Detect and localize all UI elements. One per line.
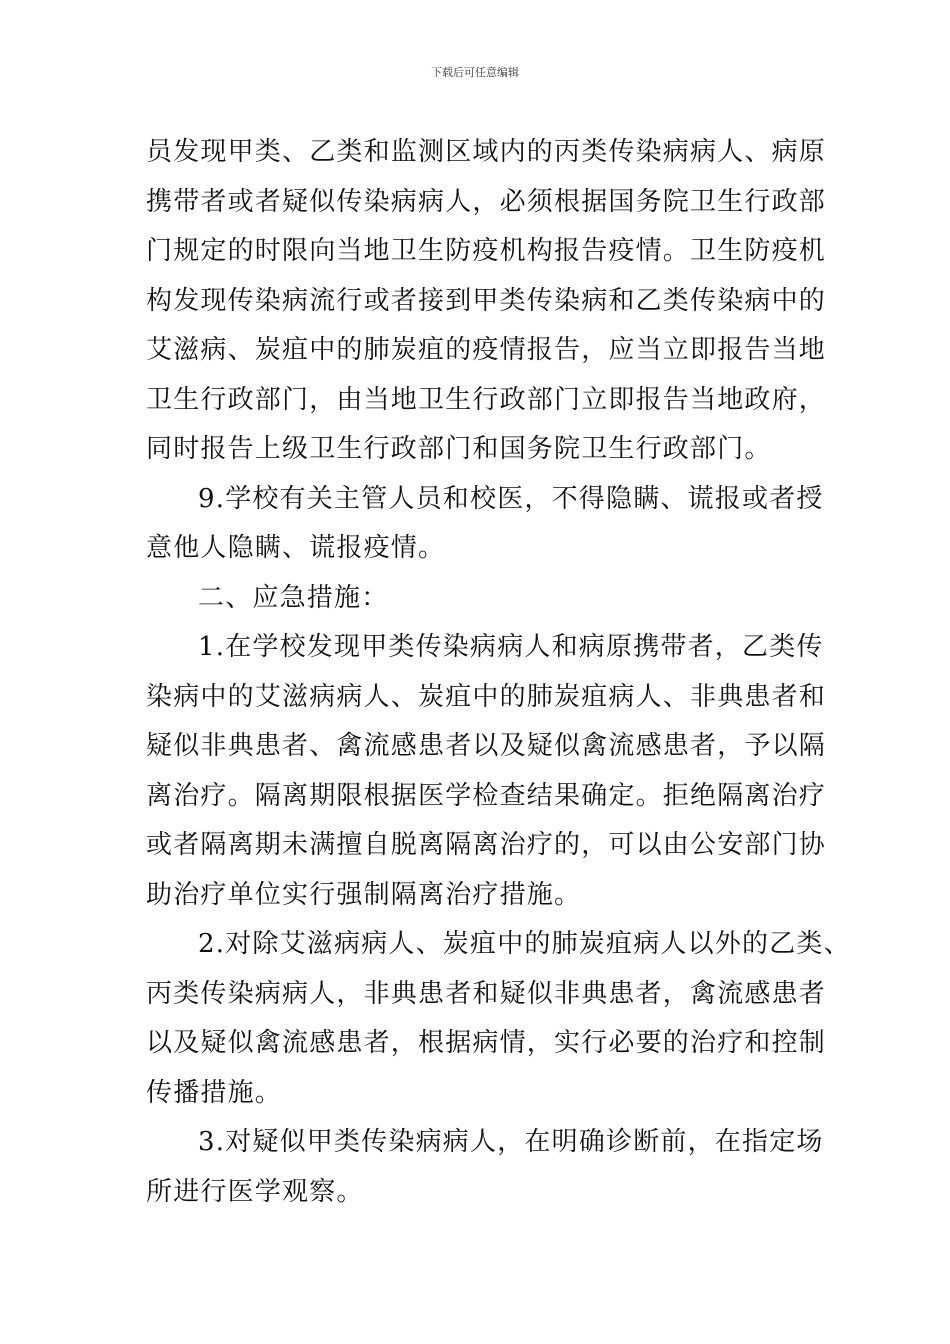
paragraph-start-line: 3.对疑似甲类传染病病人，在明确诊断前，在指定场 <box>198 1127 824 1157</box>
text-line: 构发现传染病流行或者接到甲类传染病和乙类传染病中的 <box>146 285 827 316</box>
text-line: 染病中的艾滋病病人、炭疽中的肺炭疽病人、非典患者和 <box>146 681 827 712</box>
text-line: 艾滋病、炭疽中的肺炭疽的疫情报告，应当立即报告当地 <box>146 335 827 365</box>
document-body <box>146 128 851 1217</box>
text-line: 丙类传染病病人，非典患者和疑似非典患者，禽流感患者 <box>146 978 827 1009</box>
page-header: 下载后可任意编辑 <box>431 66 519 79</box>
text-line: 所进行医学观察。 <box>146 1176 364 1207</box>
text-line: 门规定的时限向当地卫生防疫机构报告疫情。卫生防疫机 <box>146 236 827 266</box>
text-line: 助治疗单位实行强制隔离治疗措施。 <box>146 879 582 910</box>
paragraph-start-line: 9.学校有关主管人员和校医，不得隐瞒、谎报或者授 <box>198 483 824 514</box>
text-line: 意他人隐瞒、谎报疫情。 <box>146 533 446 563</box>
text-line: 员发现甲类、乙类和监测区域内的丙类传染病病人、病原 <box>146 137 827 167</box>
text-line: 携带者或者疑似传染病病人，必须根据国务院卫生行政部 <box>146 186 827 217</box>
paragraph-start-line: 2.对除艾滋病病人、炭疽中的肺炭疽病人以外的乙类、 <box>198 929 851 959</box>
section-heading: 二、应急措施： <box>198 582 389 613</box>
paragraph-start-line: 1.在学校发现甲类传染病病人和病原携带者，乙类传 <box>198 632 824 662</box>
text-line: 卫生行政部门，由当地卫生行政部门立即报告当地政府， <box>146 384 827 415</box>
text-line: 以及疑似禽流感患者，根据病情，实行必要的治疗和控制 <box>146 1028 827 1058</box>
text-line: 同时报告上级卫生行政部门和国务院卫生行政部门。 <box>146 434 772 464</box>
text-line: 离治疗。隔离期限根据医学检查结果确定。拒绝隔离治疗 <box>146 780 827 811</box>
text-line: 疑似非典患者、禽流感患者以及疑似禽流感患者，予以隔 <box>146 731 827 761</box>
text-line: 传播措施。 <box>146 1077 283 1108</box>
text-line: 或者隔离期未满擅自脱离隔离治疗的，可以由公安部门协 <box>146 830 827 860</box>
